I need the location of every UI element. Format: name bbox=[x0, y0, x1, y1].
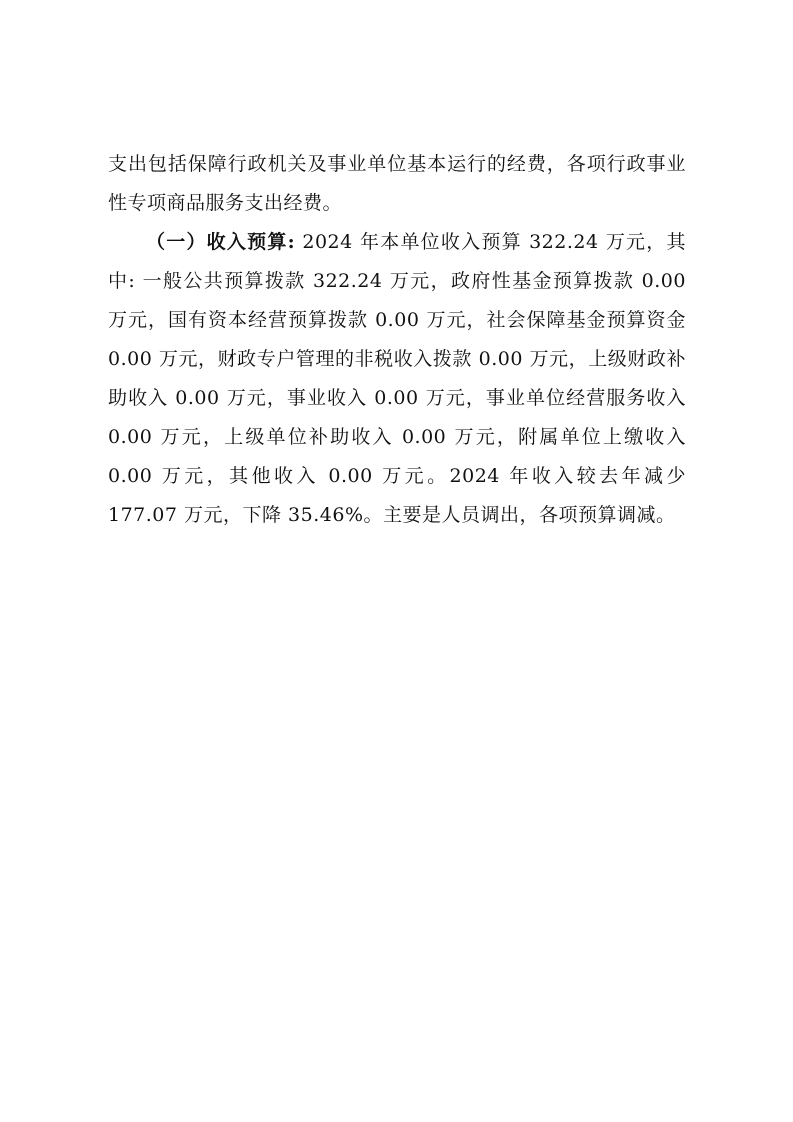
income-budget-heading: （一）收入预算: bbox=[146, 231, 296, 253]
paragraph-income-budget bbox=[108, 223, 686, 535]
paragraph-expenditure-continuation: 支出包括保障行政机关及事业单位基本运行的经费，各项行政事业性专项商品服务支出经费。 bbox=[108, 153, 686, 214]
document-body bbox=[108, 145, 686, 535]
income-budget-body: 2024 年本单位收入预算 322.24 万元，其中: 一般公共预算拨款 322.24 万元，政府性基金预算拨款 0.00 万元，国有资本经营预算拨款 0.00 万元，社会保障基金预算资金 0.00 万元，财政专户管理的非税收入拨款 0.00 万元，上级财政补助收入 0.00 万元，事业收入 0.00 万元，事业单位经营服务收入 0.00 万元，上级单位补助收入 0.00 万元，附属单位上缴收入 0.00 万元，其他收入 0.00 万元。2024 年收入较去年减少 177.07 万元，下降 35.46%。主要是人员调出，各项预算调减。 bbox=[108, 231, 687, 526]
